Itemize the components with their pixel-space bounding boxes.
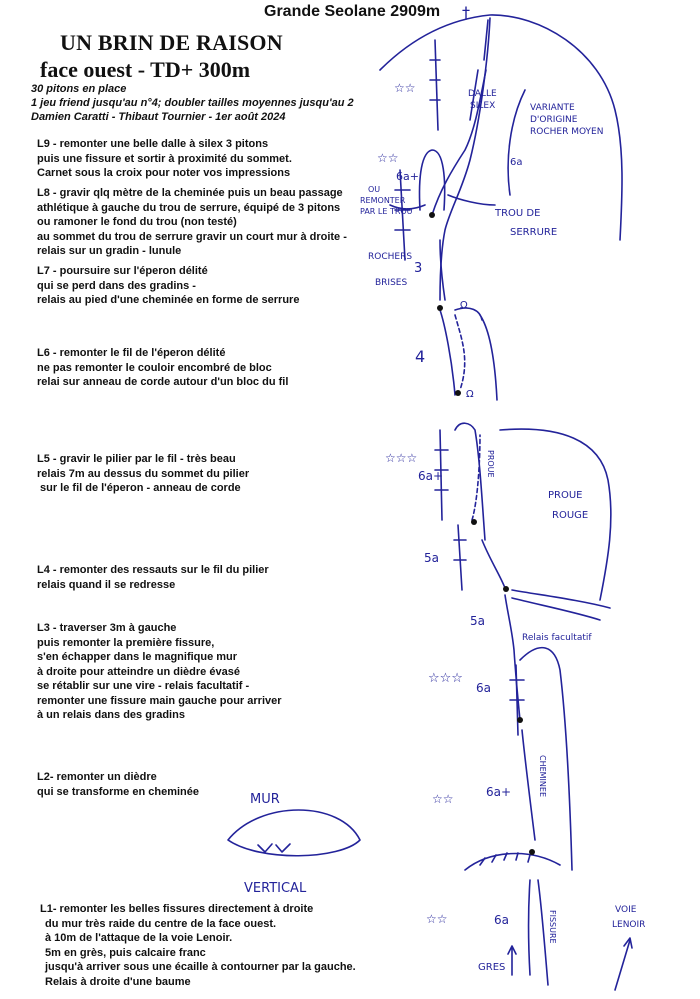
label-relais-facultatif: Relais facultatif (522, 633, 592, 643)
grass-marks (435, 430, 466, 590)
pitch-line: ou ramoner le fond du trou (non testé) (37, 216, 237, 228)
pitch-line: à un relais dans des gradins (37, 709, 185, 721)
label-remonter: PAR LE TROU (360, 207, 413, 216)
mur-vertical-hatch (258, 844, 290, 852)
grade-label: 5a (424, 551, 439, 565)
stars-rating: ☆☆ (394, 81, 416, 95)
belay-dot (471, 519, 477, 525)
belay-dot (503, 586, 509, 592)
label-remonter: REMONTER (360, 196, 406, 205)
pitch-line: ne pas remonter le couloir encombré de bloc (37, 361, 272, 374)
grade-label: 6a+ (418, 469, 444, 483)
stars-rating: ☆☆ (432, 792, 454, 806)
ressaut-lines (512, 590, 610, 620)
label-dalle: DALLE (468, 89, 497, 99)
pitch-line: à droite pour atteindre un dièdre évasé (37, 665, 240, 678)
route-line-l1 (529, 880, 531, 975)
lenoir-arrow (615, 938, 632, 990)
pitch-line: s'en échapper dans le magnifique mur (37, 651, 238, 663)
pitch-line: jusqu'à arriver sous une écaille à contourner par la gauche. (45, 961, 356, 973)
pitch-line: qui se perd dans des gradins - (37, 279, 196, 292)
label-gres: GRES (478, 962, 506, 973)
label-variante: VARIANTE (530, 103, 575, 113)
pitch-line: L7 - poursuire sur l'éperon délité (37, 265, 208, 277)
grade-label: 6a (494, 913, 509, 927)
fissure-line (538, 880, 548, 985)
label-vertical: VERTICAL (244, 881, 307, 896)
pitch-line: L1- remonter les belles fissures directement à droite (40, 903, 314, 915)
label-trou: SERRURE (510, 227, 558, 238)
pitch-line: relais quand il se redresse (37, 578, 176, 591)
label-trou: TROU DE (495, 208, 541, 219)
label-variante: ROCHER MOYEN (530, 127, 604, 137)
anchor-icon: Ω (460, 300, 468, 311)
pitch-line: Carnet sous la croix pour noter vos impressions (37, 167, 291, 179)
pitch-line: Relais à droite d'une baume (45, 975, 191, 988)
pitch-line: L4 - remonter des ressauts sur le fil du pilier (37, 564, 269, 576)
pitch-line: au sommet du trou de serrure gravir un court mur à droite - (37, 230, 347, 243)
pitch-line: relais 7m au dessus du sommet du pilier (37, 467, 250, 480)
belay-dot (529, 849, 535, 855)
roof-outline (465, 854, 560, 870)
grass-marks (510, 665, 524, 735)
label-proue-rouge: ROUGE (552, 510, 589, 521)
stars-rating: ☆☆☆ (428, 671, 463, 686)
info-friends: 1 jeu friend jusqu'au n°4; doubler tailles moyennes jusqu'au 2 (31, 97, 354, 109)
pitch-line: relai sur anneau de corde autour d'un bloc du fil (37, 376, 289, 388)
grade-label: 3 (414, 261, 423, 276)
summit-name: Grande Seolane 2909m (264, 3, 441, 20)
stars-rating: ☆☆ (377, 151, 399, 165)
grade-label: 6a (476, 681, 491, 695)
label-remonter: OU (368, 185, 381, 194)
belay-dot (437, 305, 443, 311)
info-authors: Damien Caratti - Thibaut Tournier - 1er août 2024 (31, 111, 286, 123)
gres-arrow (508, 946, 516, 975)
route-line-l6 (455, 315, 465, 390)
pitch-line: athlétique à gauche du trou de serrure, équipé de 3 pitons (37, 201, 341, 214)
info-gear: 30 pitons en place (31, 83, 127, 95)
label-voie-lenoir: VOIE (615, 905, 637, 915)
stars-rating: ☆☆☆ (385, 451, 418, 465)
label-cheminee-vertical: CHEMINEE (538, 755, 547, 798)
grade-label: 5a (470, 614, 485, 628)
grade-label: 6a (510, 157, 523, 168)
pitch-line: relais au pied d'une cheminée en forme de serrure (37, 294, 300, 306)
variante-curve (508, 90, 525, 195)
grade-label: 6a+ (396, 170, 419, 183)
belay-dot (429, 212, 435, 218)
label-fissure-vertical: FISSURE (548, 910, 557, 944)
label-mur: MUR (250, 792, 280, 807)
pitch-line: du mur très raide du centre de la face ouest. (45, 917, 277, 930)
pitch-line: qui se transforme en cheminée (37, 785, 199, 798)
keyhole-outline (420, 150, 445, 210)
grade-label: 6a+ (486, 785, 512, 799)
anchor-icon: Ω (466, 389, 474, 400)
pitch-line: L5 - gravir le pilier par le fil - très beau (37, 453, 236, 465)
pitch-line: L9 - remonter une belle dalle à silex 3 pitons (37, 138, 269, 150)
label-rochers: BRISES (375, 278, 408, 288)
route-line-l4 (482, 540, 505, 588)
pitch-line: relais sur un gradin - lunule (37, 245, 182, 257)
stars-rating: ☆☆ (426, 912, 448, 926)
route-subtitle: face ouest - TD+ 300m (40, 57, 251, 82)
label-variante: D'ORIGINE (530, 115, 578, 125)
route-line-l5 (472, 435, 480, 520)
grade-label: 4 (415, 347, 426, 366)
eperon-outline (440, 308, 497, 400)
route-line-l2 (522, 730, 535, 840)
pitch-line: à 10m de l'attaque de la voie Lenoir. (45, 932, 233, 944)
label-silex: SILEX (470, 101, 496, 111)
pitch-line: L2- remonter un dièdre (37, 771, 157, 783)
pitch-line: remonter une fissure main gauche pour arriver (37, 694, 282, 707)
pitch-line: L8 - gravir qlq mètre de la cheminée puis un beau passage (37, 187, 343, 199)
pitch-line: se rétablir sur une vire - relais facultatif - (37, 680, 250, 692)
pitch-line: sur le fil de l'éperon - anneau de corde (40, 482, 241, 494)
pitch-line: L6 - remonter le fil de l'éperon délité (37, 347, 226, 359)
pitch-line: 5m en grès, puis calcaire franc (45, 946, 206, 959)
pitch-line: puis remonter la première fissure, (37, 636, 215, 649)
pitch-line: L3 - traverser 3m à gauche (37, 622, 177, 634)
belay-dot (455, 390, 461, 396)
route-title: UN BRIN DE RAISON (60, 30, 283, 55)
label-rochers: ROCHERS (368, 252, 413, 262)
belay-dot (517, 717, 523, 723)
cross-icon: † (462, 3, 470, 22)
pitch-line: puis une fissure et sortir à proximité du sommet. (37, 152, 292, 165)
summit-ridge (440, 18, 490, 300)
label-proue-rouge: PROUE (548, 490, 583, 501)
mur-vertical-sketch (228, 810, 360, 856)
label-proue-vertical: PROUE (486, 450, 495, 478)
grass-marks (430, 40, 440, 130)
label-voie-lenoir: LENOIR (612, 920, 646, 930)
